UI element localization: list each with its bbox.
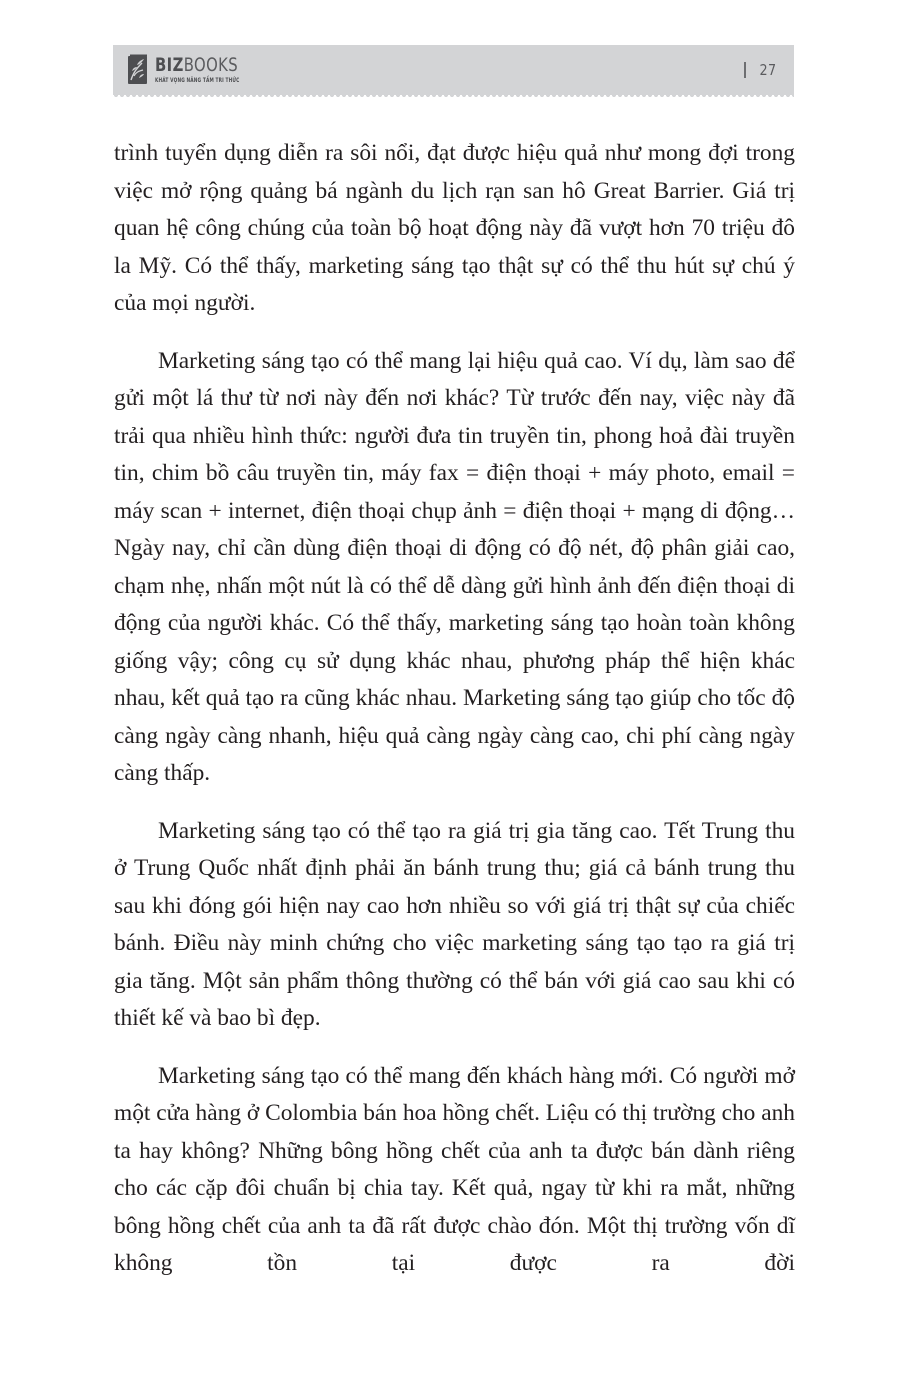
brand-name-light: BOOKS — [183, 54, 239, 76]
paragraph-4: Marketing sáng tạo có thể mang đến khách hàng mới. Có người mở một cửa hàng ở Colombia bán hoa hồng chết. Liệu có thị trường cho anh ta hay không? Những bông hồng chết của anh ta được bán dành riêng cho các cặp đôi chuẩn bị chia tay. Kết quả, ngay từ khi ra mắt, những bông hồng chết của anh ta đã rất được chào đón. Một thị trường vốn dĩ không tồn tại được ra đời — [114, 1062, 795, 1276]
page-number: 27 — [759, 61, 777, 79]
brand-name — [155, 56, 246, 75]
brand-text — [155, 56, 272, 84]
brand-tagline: KHÁT VỌNG NÂNG TẦM TRI THỨC — [155, 77, 240, 84]
running-header — [113, 45, 794, 95]
publisher-brand — [127, 54, 272, 86]
page-number-divider — [744, 62, 746, 78]
page-body — [114, 135, 795, 1283]
page-number-area — [744, 61, 780, 79]
bizbooks-logo-icon — [127, 54, 149, 86]
brand-name-bold: BIZ — [155, 54, 184, 76]
paragraph-3: Marketing sáng tạo có thể tạo ra giá trị gia tăng cao. Tết Trung thu ở Trung Quốc nhất định phải ăn bánh trung thu; giá cả bánh trung thu sau khi đóng gói hiện nay cao hơn nhiều so với giá trị thật sự của chiếc bánh. Điều này minh chứng cho việc marketing sáng tạo tạo ra giá trị gia tăng. Một sản phẩm thông thường có thể bán với giá cao sau khi có thiết kế và bao bì đẹp. — [114, 817, 795, 1031]
paragraph-2: Marketing sáng tạo có thể mang lại hiệu quả cao. Ví dụ, làm sao để gửi một lá thư từ nơi này đến nơi khác? Từ trước đến nay, việc này đã trải qua nhiều hình thức: người đưa tin truyền tin, phong hoả đài truyền tin, chim bồ câu truyền tin, máy fax = điện thoại + máy photo, email = máy scan + internet, điện thoại chụp ảnh = điện thoại + mạng di động… Ngày nay, chỉ cần dùng điện thoại di động có độ nét, độ phân giải cao, chạm nhẹ, nhấn một nút là có thể dễ dàng gửi hình ảnh đến điện thoại di động của người khác. Có thể thấy, marketing sáng tạo hoàn toàn không giống vậy; công cụ sử dụng khác nhau, phương pháp thể hiện khác nhau, kết quả tạo ra cũng khác nhau. Marketing sáng tạo giúp cho tốc độ càng ngày càng nhanh, hiệu quả càng ngày càng cao, chi phí càng ngày càng thấp. — [114, 347, 795, 786]
paragraph-1: trình tuyển dụng diễn ra sôi nổi, đạt được hiệu quả như mong đợi trong việc mở rộng quảng bá ngành du lịch rạn san hô Great Barrier. Giá trị quan hệ công chúng của toàn bộ hoạt động này đã vượt hơn 70 triệu đô la Mỹ. Có thể thấy, marketing sáng tạo thật sự có thể thu hút sự chú ý của mọi người. — [114, 140, 795, 316]
